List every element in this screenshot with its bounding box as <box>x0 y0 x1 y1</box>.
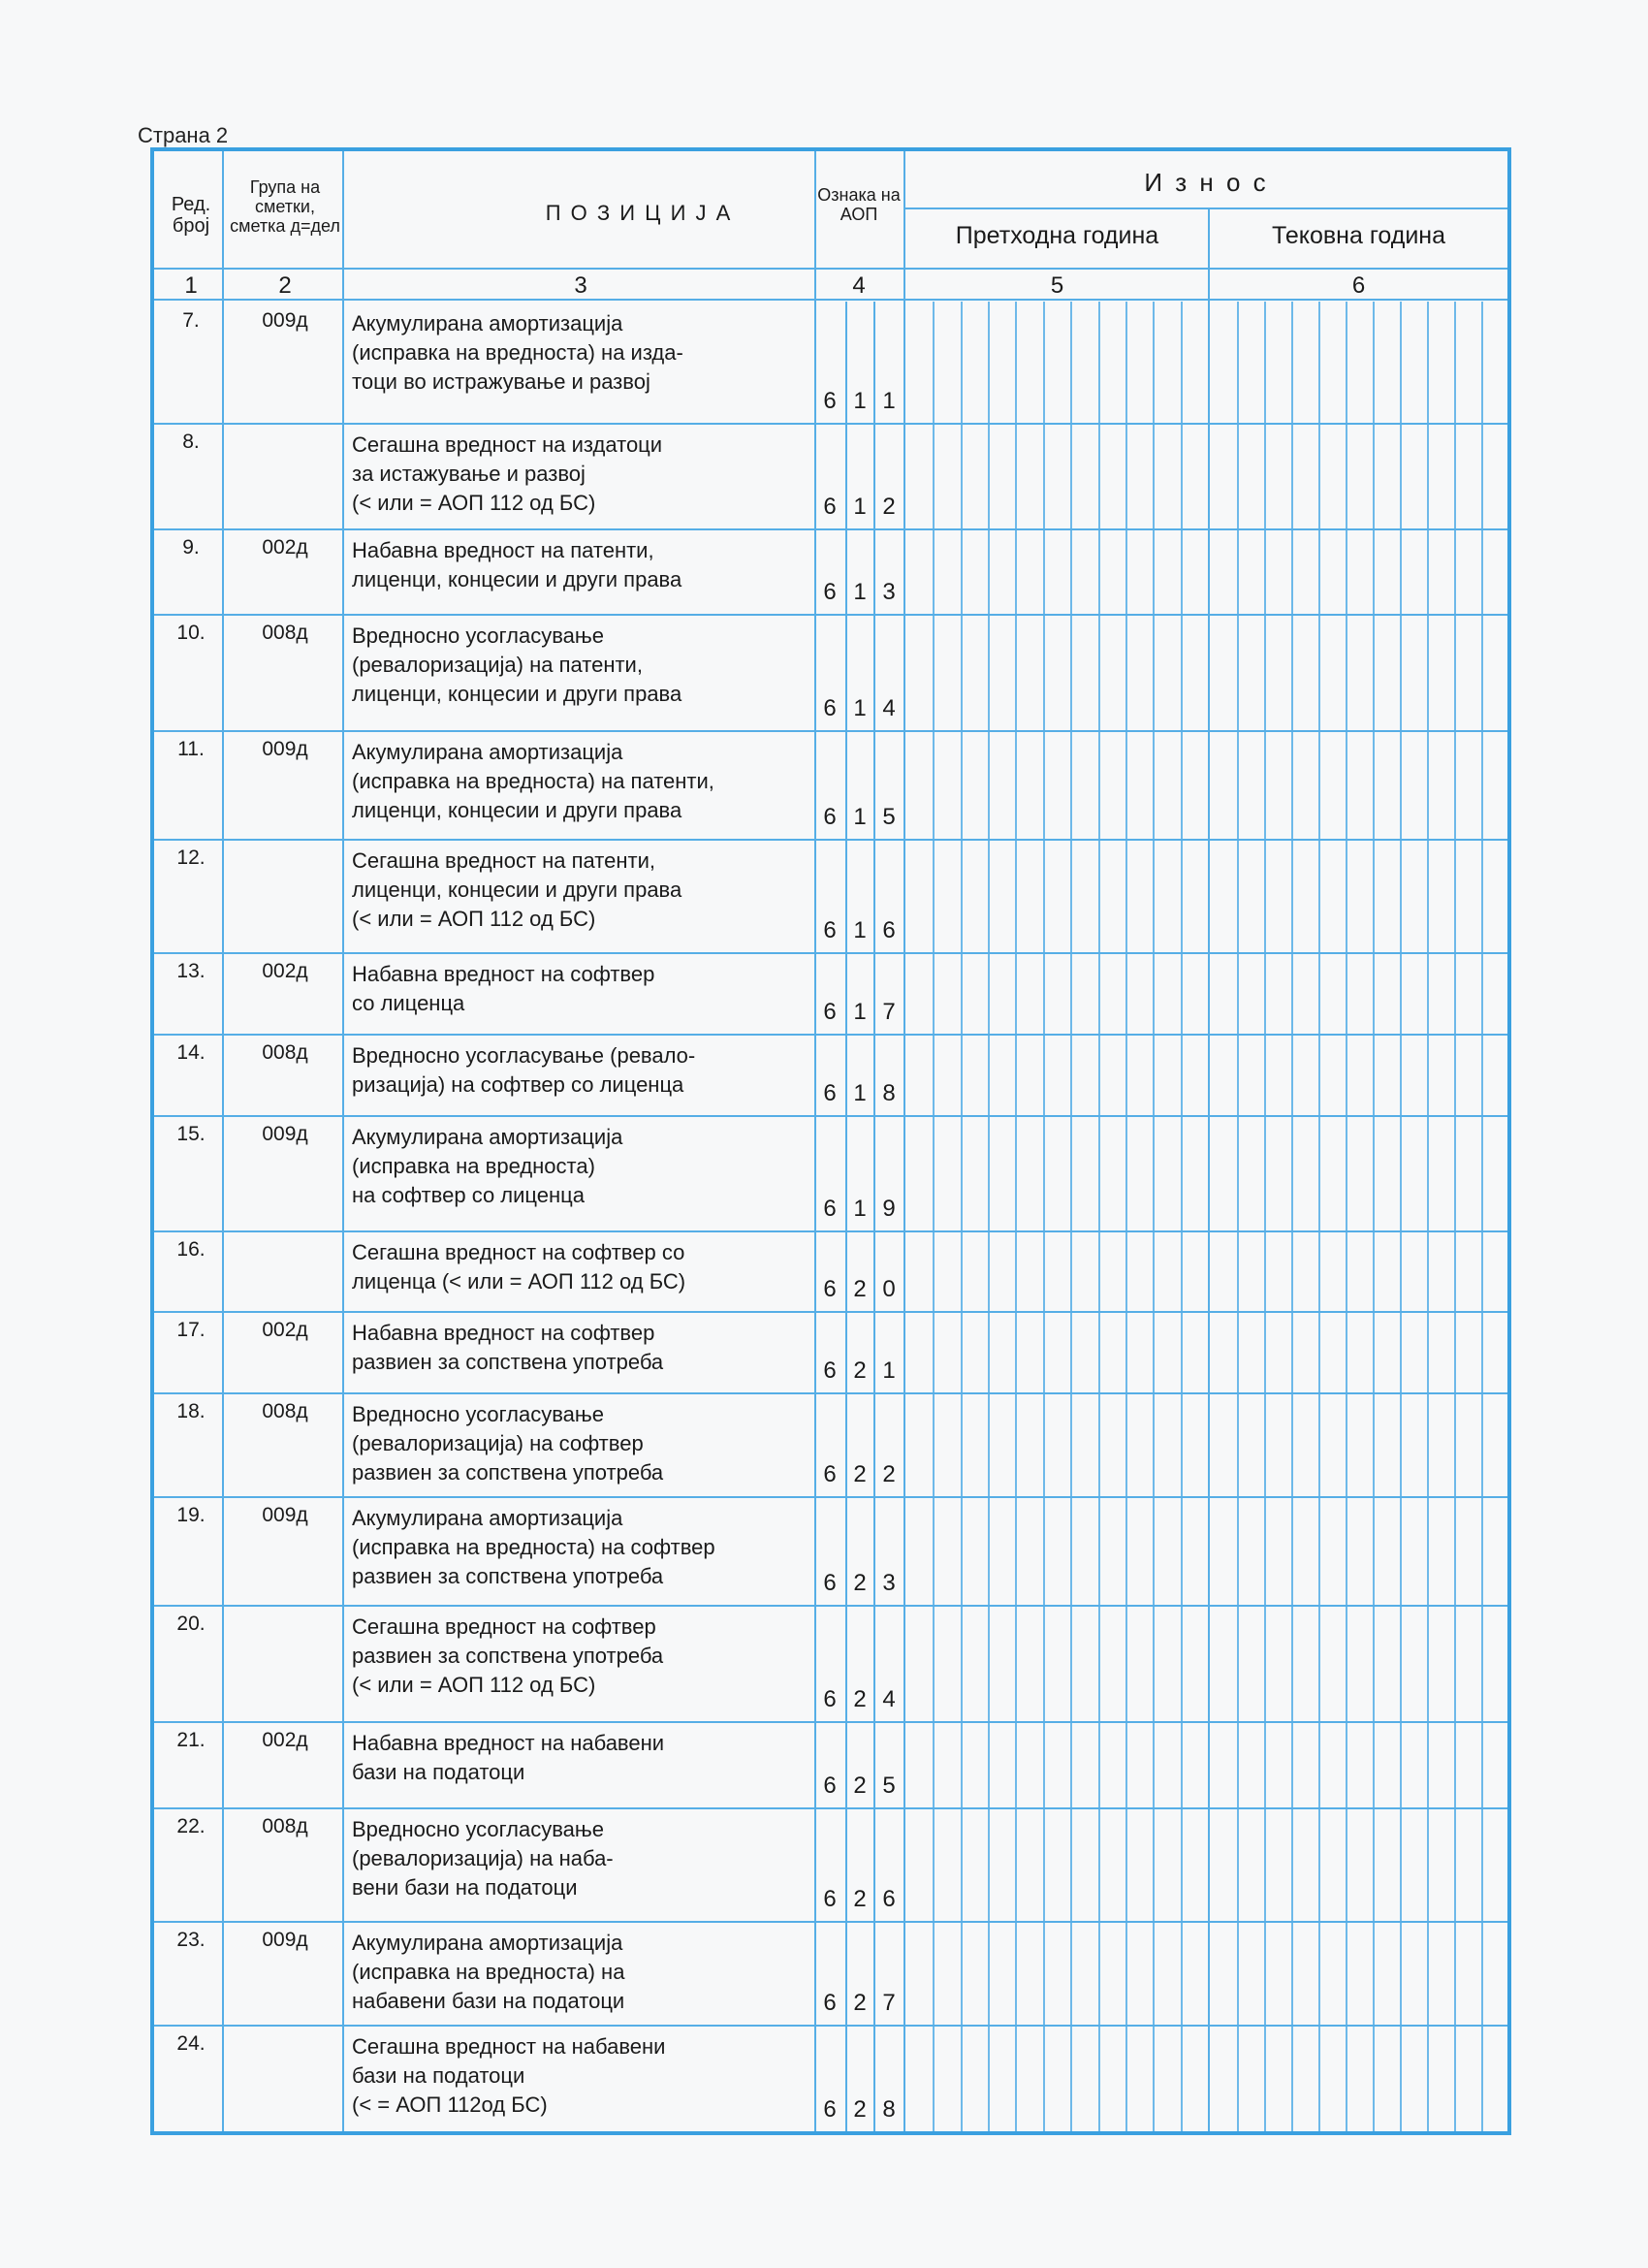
curr-year-digit-divider <box>1400 302 1402 2131</box>
header-amount: И з н о с <box>1144 168 1269 197</box>
aop-digit: 6 <box>823 579 837 605</box>
position-description: Набавна вредност на софтвер развиен за сопствена употреба <box>352 1321 664 1374</box>
header-rule-amount <box>903 208 1507 209</box>
row-number: 20. <box>176 1613 206 1635</box>
curr-year-digit-divider <box>1264 302 1266 2131</box>
aop-digit: 6 <box>823 1686 837 1712</box>
row-number: 22. <box>176 1815 206 1837</box>
aop-digit: 6 <box>823 388 837 414</box>
aop-digit: 4 <box>882 1686 896 1712</box>
aop-digit: 3 <box>882 579 896 605</box>
col-number-6: 6 <box>1351 272 1366 299</box>
row-number: 11. <box>177 738 205 760</box>
position-description: Сегашна вредност на издатоци за истажување и развој (< или = АОП 112 од БС) <box>352 432 663 515</box>
row-separator <box>154 1721 1507 1723</box>
header-previous-year: Претходна година <box>955 222 1159 249</box>
curr-year-digit-divider <box>1318 302 1320 2131</box>
aop-digit: 2 <box>853 1686 867 1712</box>
prev-year-digit-divider <box>933 302 935 2131</box>
row-separator <box>154 423 1507 425</box>
account-group: 009д <box>262 1504 308 1526</box>
row-number: 12. <box>176 847 206 869</box>
row-separator <box>154 1605 1507 1607</box>
row-separator <box>154 1921 1507 1923</box>
header-row-number: Ред. број <box>171 194 211 237</box>
row-separator <box>154 1034 1507 1036</box>
row-number: 15. <box>176 1123 206 1145</box>
account-group: 008д <box>262 1400 308 1422</box>
column-divider <box>903 151 905 2131</box>
account-group: 009д <box>262 738 308 760</box>
aop-digit: 2 <box>853 1570 867 1596</box>
aop-digit: 4 <box>882 695 896 721</box>
aop-digit: 2 <box>853 1990 867 2016</box>
position-description: Акумулирана амортизација (исправка на вредноста) на софтвер со лиценца <box>352 1125 623 1207</box>
aop-digit: 3 <box>882 1570 896 1596</box>
account-group: 008д <box>262 622 308 644</box>
header-rule-numbers <box>154 268 1507 270</box>
aop-digit: 8 <box>882 2096 896 2123</box>
row-separator <box>154 528 1507 530</box>
aop-digit: 6 <box>823 1773 837 1799</box>
curr-year-digit-divider <box>1291 302 1293 2131</box>
row-number: 24. <box>176 2032 206 2055</box>
row-number: 19. <box>176 1504 206 1526</box>
curr-year-digit-divider <box>1346 302 1347 2131</box>
aop-digit: 1 <box>853 1196 867 1222</box>
aop-digit: 6 <box>823 1196 837 1222</box>
curr-year-digit-divider <box>1481 302 1483 2131</box>
col-number-3: 3 <box>574 272 587 299</box>
prev-year-digit-divider <box>1043 302 1045 2131</box>
page-label: Страна 2 <box>138 123 229 147</box>
position-description: Набавна вредност на софтвер со лиценца <box>352 962 655 1015</box>
position-description: Вредносно усогласување (ревалоризација) на софтвер развиен за сопствена употреба <box>352 1402 664 1485</box>
aop-digit: 6 <box>823 695 837 721</box>
row-number: 14. <box>176 1041 206 1064</box>
aop-digit: 2 <box>882 1461 896 1487</box>
position-description: Вредносно усогласување (ревалоризација) на наба- вени бази на податоци <box>352 1817 614 1900</box>
aop-digit: 9 <box>882 1196 896 1222</box>
aop-digit: 5 <box>882 804 896 830</box>
column-divider <box>814 151 816 2131</box>
aop-digit: 6 <box>823 999 837 1025</box>
curr-year-digit-divider <box>1237 302 1239 2131</box>
aop-digit: 1 <box>853 388 867 414</box>
row-separator <box>154 839 1507 841</box>
row-number: 17. <box>176 1319 206 1341</box>
aop-digit: 1 <box>882 388 896 414</box>
position-description: Набавна вредност на патенти, лиценци, концесии и други права <box>352 538 682 591</box>
aop-digit: 6 <box>823 1276 837 1302</box>
row-separator <box>154 1230 1507 1232</box>
row-number: 8. <box>182 431 200 453</box>
row-number: 16. <box>176 1238 206 1261</box>
aop-digit: 6 <box>823 917 837 943</box>
aop-digit: 2 <box>882 494 896 520</box>
position-description: Набавна вредност на набавени бази на податоци <box>352 1731 665 1784</box>
header-aop-code: Ознака на АОП <box>817 185 901 224</box>
prev-year-digit-divider <box>1181 302 1183 2131</box>
aop-digit: 2 <box>853 1773 867 1799</box>
col-number-1: 1 <box>184 272 198 299</box>
prev-year-digit-divider <box>1070 302 1072 2131</box>
position-description: Акумулирана амортизација (исправка на вредноста) на патенти, лиценци, концесии и други права <box>352 740 714 822</box>
row-number: 10. <box>176 622 206 644</box>
aop-digit: 2 <box>853 1461 867 1487</box>
account-group: 009д <box>262 1929 308 1951</box>
row-number: 23. <box>176 1929 206 1951</box>
position-description: Сегашна вредност на набавени бази на податоци (< = АОП 112од БС) <box>352 2034 666 2117</box>
row-number: 13. <box>176 960 206 982</box>
position-description: Сегашна вредност на софтвер развиен за сопствена употреба (< или = АОП 112 од БС) <box>352 1614 664 1697</box>
aop-digit: 2 <box>853 2096 867 2123</box>
header-position: П О З И Ц И Ј А <box>545 201 733 225</box>
row-separator <box>154 1807 1507 1809</box>
col-number-5: 5 <box>1050 272 1064 299</box>
aop-digit: 1 <box>853 999 867 1025</box>
aop-digit: 7 <box>882 999 896 1025</box>
aop-digit: 2 <box>853 1276 867 1302</box>
aop-digit: 6 <box>823 1080 837 1106</box>
account-group: 002д <box>262 1729 308 1751</box>
aop-digit: 1 <box>853 579 867 605</box>
account-group: 009д <box>262 309 308 332</box>
row-number: 7. <box>182 309 200 332</box>
aop-digit: 6 <box>823 1886 837 1912</box>
prev-year-digit-divider <box>1098 302 1100 2131</box>
position-description: Акумулирана амортизација (исправка на вредноста) на набавени бази на податоци <box>352 1931 625 2013</box>
row-separator <box>154 1392 1507 1394</box>
row-separator <box>154 730 1507 732</box>
position-description: Вредносно усогласување (ревало- ризација) на софтвер со лиценца <box>352 1043 696 1097</box>
row-number: 21. <box>176 1729 206 1751</box>
aop-digit: 8 <box>882 1080 896 1106</box>
row-separator <box>154 2025 1507 2027</box>
row-separator <box>154 1496 1507 1498</box>
aop-digit: 1 <box>853 494 867 520</box>
aop-digit: 1 <box>853 1080 867 1106</box>
aop-digit: 6 <box>823 1358 837 1384</box>
row-separator <box>154 952 1507 954</box>
curr-year-digit-divider <box>1454 302 1456 2131</box>
prev-year-digit-divider <box>988 302 990 2131</box>
account-group: 009д <box>262 1123 308 1145</box>
position-description: Сегашна вредност на патенти, лиценци, концесии и други права (< или = АОП 112 од БС) <box>352 848 682 931</box>
position-description: Акумулирана амортизација (исправка на вредноста) на софтвер развиен за сопствена употреба <box>352 1506 715 1588</box>
row-separator <box>154 1115 1507 1117</box>
aop-digit: 0 <box>882 1276 896 1302</box>
aop-digit: 6 <box>823 494 837 520</box>
aop-digit: 7 <box>882 1990 896 2016</box>
prev-year-digit-divider <box>961 302 963 2131</box>
aop-digit: 1 <box>853 804 867 830</box>
col-number-2: 2 <box>278 272 292 299</box>
column-divider-years <box>1208 208 1210 2131</box>
aop-digit: 1 <box>882 1358 896 1384</box>
account-group: 002д <box>262 1319 308 1341</box>
aop-digit: 6 <box>823 1461 837 1487</box>
row-number: 18. <box>176 1400 206 1422</box>
row-separator <box>154 1311 1507 1313</box>
account-group: 008д <box>262 1041 308 1064</box>
position-description: Вредносно усогласување (ревалоризација) на патенти, лиценци, концесии и други права <box>352 623 682 706</box>
aop-digit: 2 <box>853 1358 867 1384</box>
aop-digit: 6 <box>882 917 896 943</box>
aop-digit: 5 <box>882 1773 896 1799</box>
column-divider <box>342 151 344 2131</box>
account-group: 002д <box>262 536 308 559</box>
aop-digit: 6 <box>882 1886 896 1912</box>
aop-digit: 1 <box>853 917 867 943</box>
column-divider <box>222 151 224 2131</box>
aop-digit: 6 <box>823 804 837 830</box>
prev-year-digit-divider <box>1015 302 1017 2131</box>
aop-digit: 1 <box>853 695 867 721</box>
curr-year-digit-divider <box>1373 302 1375 2131</box>
row-number: 9. <box>182 536 200 559</box>
aop-digit: 6 <box>823 1570 837 1596</box>
account-group: 008д <box>262 1815 308 1837</box>
prev-year-digit-divider <box>1153 302 1155 2131</box>
aop-digit: 6 <box>823 2096 837 2123</box>
account-group: 002д <box>262 960 308 982</box>
curr-year-digit-divider <box>1427 302 1429 2131</box>
row-separator <box>154 614 1507 616</box>
header-account-group: Група на сметки, сметка д=дел <box>230 177 340 236</box>
position-description: Сегашна вредност на софтвер со лиценца (< или = АОП 112 од БС) <box>352 1240 686 1294</box>
aop-digit-divider <box>873 302 875 2131</box>
aop-digit: 6 <box>823 1990 837 2016</box>
header-current-year: Тековна година <box>1271 222 1446 249</box>
prev-year-digit-divider <box>1125 302 1127 2131</box>
position-description: Акумулирана амортизација (исправка на вредноста) на изда- тоци во истражување и развој <box>352 311 683 394</box>
col-number-4: 4 <box>852 272 866 299</box>
balance-form <box>150 147 1511 2135</box>
aop-digit: 2 <box>853 1886 867 1912</box>
